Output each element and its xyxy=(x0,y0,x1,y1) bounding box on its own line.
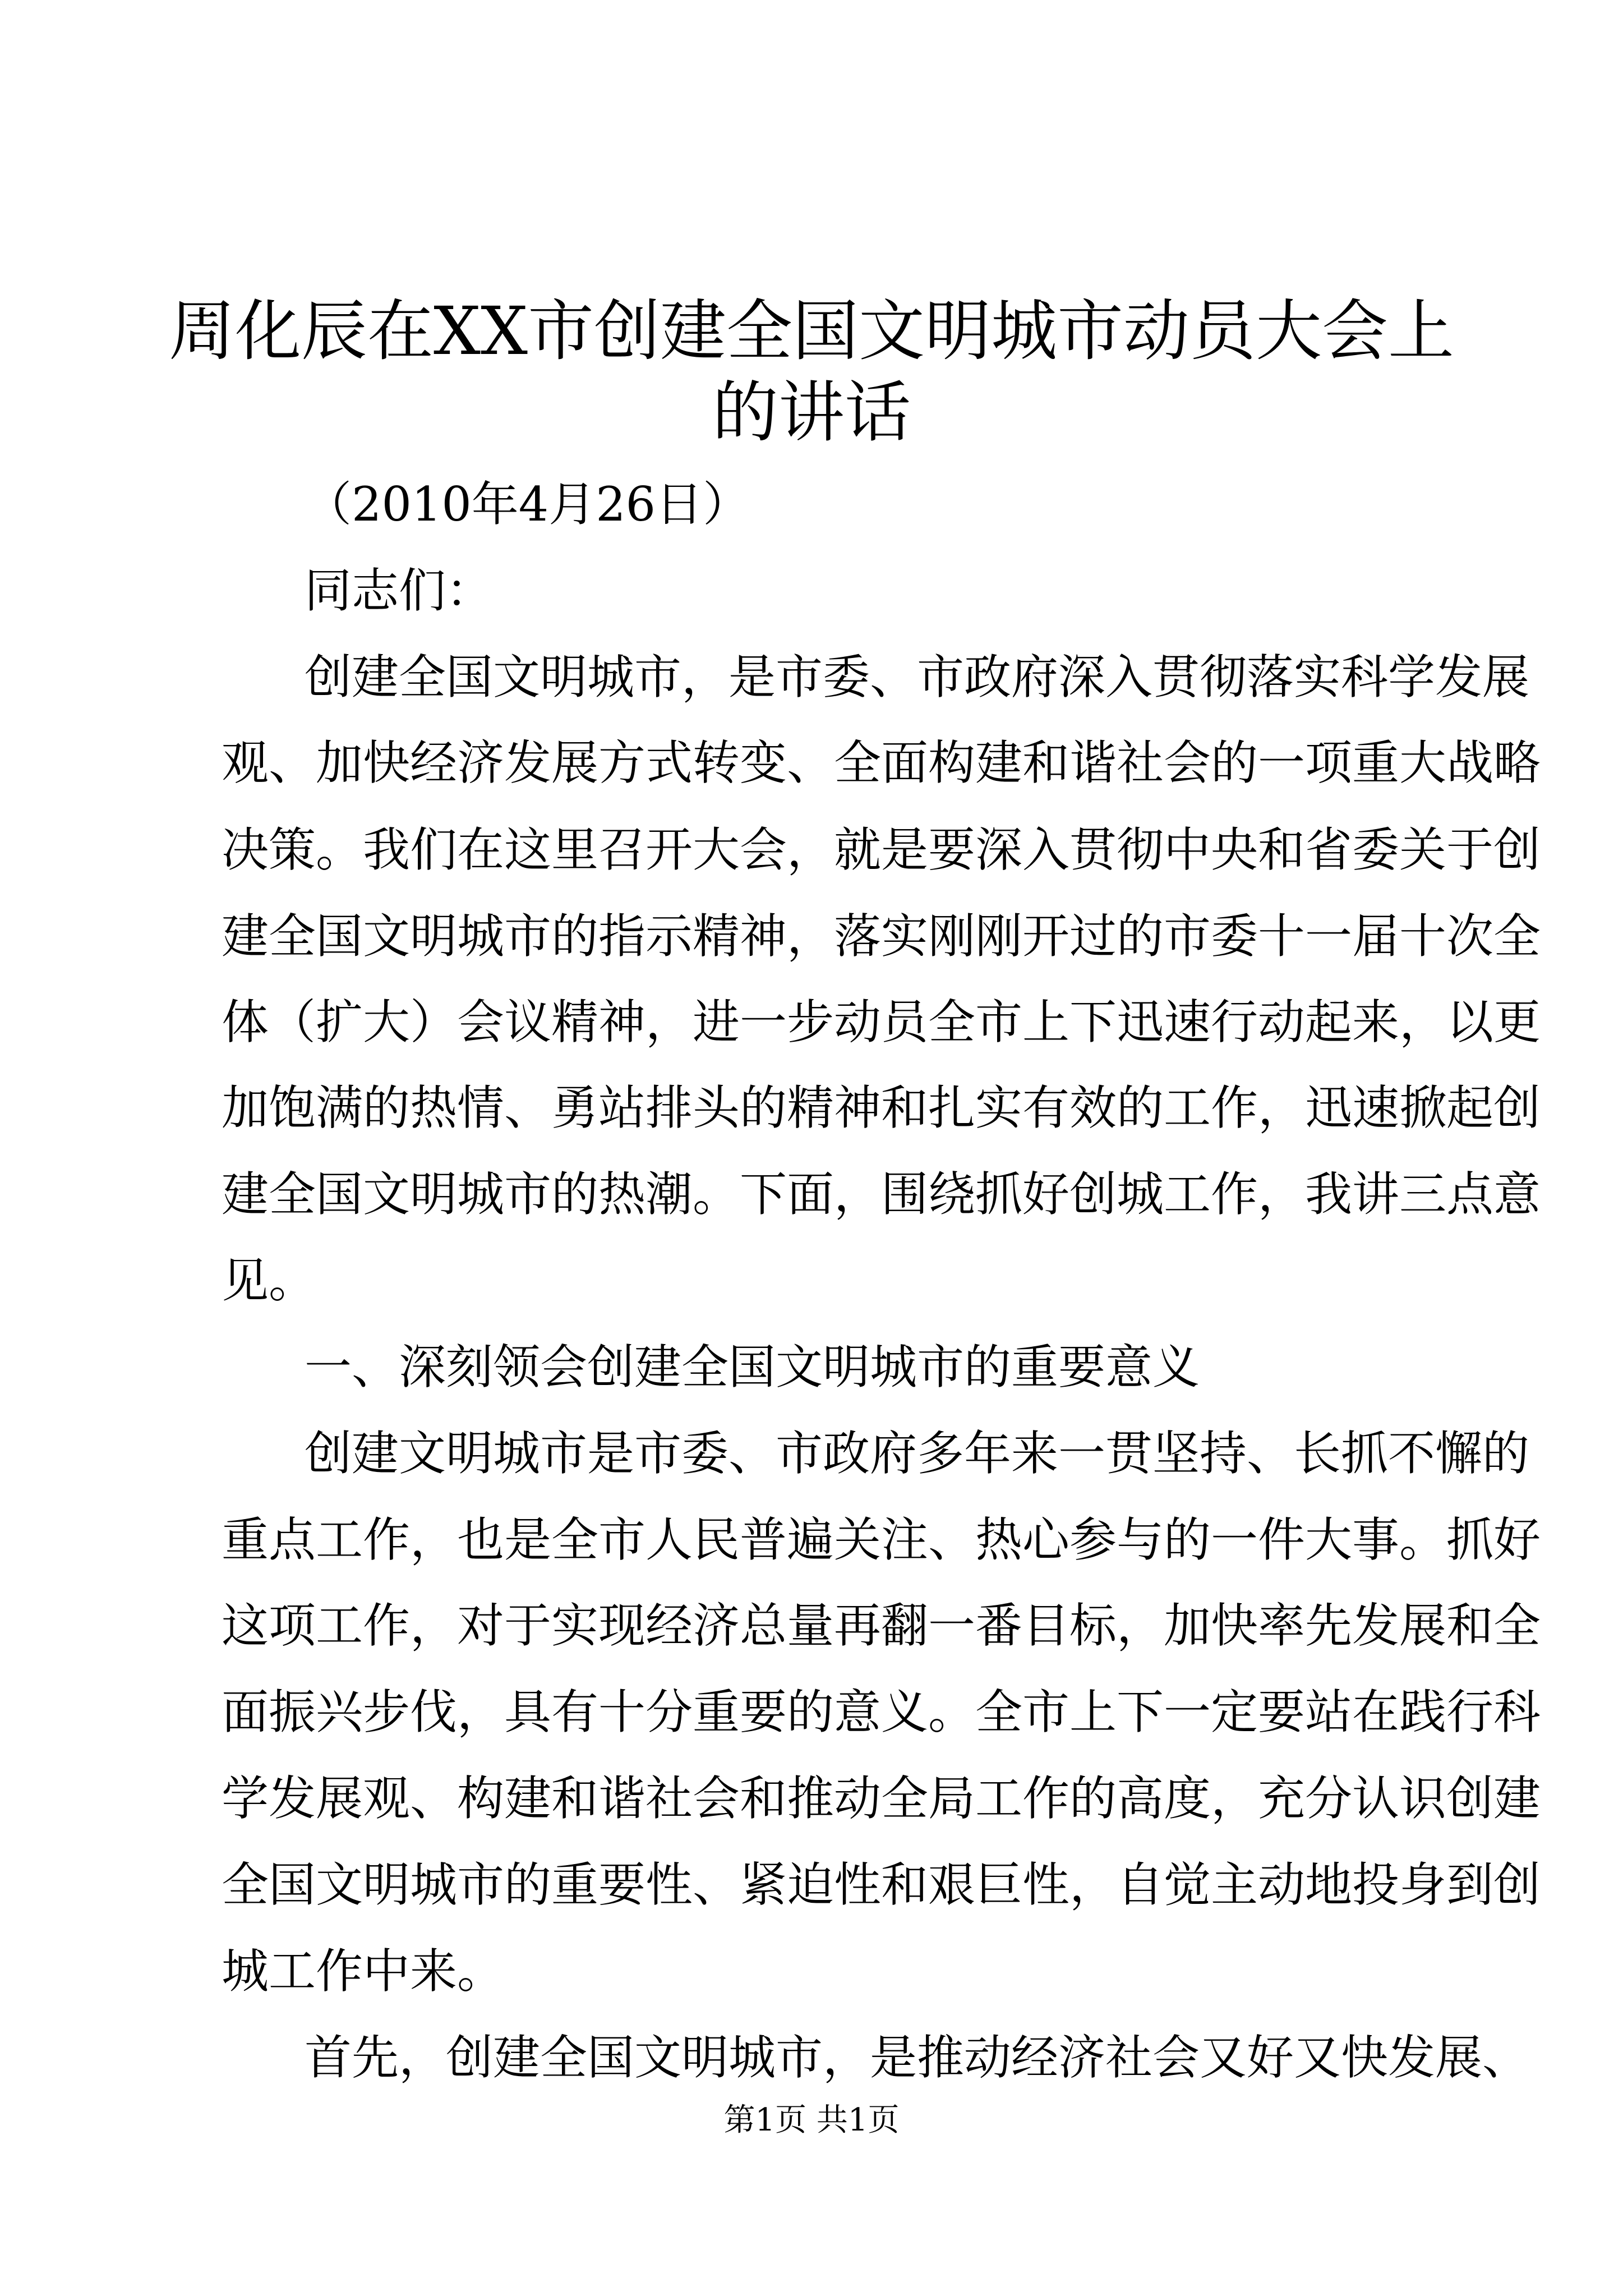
paragraph-line: 这项工作，对于实现经济总量再翻一番目标，加快率先发展和全 xyxy=(222,1598,1541,1653)
paragraph-line: 创建文明城市是市委、市政府多年来一贯坚持、长抓不懈的 xyxy=(305,1426,1530,1481)
paragraph-line: 创建全国文明城市，是市委、市政府深入贯彻落实科学发展 xyxy=(305,650,1530,705)
paragraph-line: 见。 xyxy=(222,1253,316,1308)
paragraph-line: 城工作中来。 xyxy=(222,1944,505,1999)
paragraph-line: 重点工作，也是全市人民普遍关注、热心参与的一件大事。抓好 xyxy=(222,1512,1541,1567)
salutation: 同志们： xyxy=(305,563,494,618)
document-date: （2010年4月26日） xyxy=(305,477,750,532)
paragraph-line: 面振兴步伐，具有十分重要的意义。全市上下一定要站在践行科 xyxy=(222,1685,1541,1740)
document-title-line-2: 的讲话 xyxy=(712,374,911,451)
paragraph-line: 建全国文明城市的热潮。下面，围绕抓好创城工作，我讲三点意 xyxy=(222,1167,1541,1222)
paragraph-line: 全国文明城市的重要性、紧迫性和艰巨性，自觉主动地投身到创 xyxy=(222,1857,1541,1912)
paragraph-line: 首先，创建全国文明城市，是推动经济社会又好又快发展、 xyxy=(305,2030,1530,2085)
section-heading: 一、深刻领会创建全国文明城市的重要意义 xyxy=(305,1340,1200,1395)
paragraph-line: 体（扩大）会议精神，进一步动员全市上下迅速行动起来，以更 xyxy=(222,995,1541,1050)
paragraph-line: 加饱满的热情、勇站排头的精神和扎实有效的工作，迅速掀起创 xyxy=(222,1080,1541,1135)
paragraph-line: 建全国文明城市的指示精神，落实刚刚开过的市委十一届十次全 xyxy=(222,909,1541,964)
paragraph-line: 学发展观、构建和谐社会和推动全局工作的高度，充分认识创建 xyxy=(222,1771,1541,1826)
page-footer: 第1页 共1页 xyxy=(723,2102,900,2138)
paragraph-line: 决策。我们在这里召开大会，就是要深入贯彻中央和省委关于创 xyxy=(222,822,1541,877)
paragraph-line: 观、加快经济发展方式转变、全面构建和谐社会的一项重大战略 xyxy=(222,735,1541,790)
document-title-line-1: 周化辰在XX市创建全国文明城市动员大会上 xyxy=(168,292,1454,370)
